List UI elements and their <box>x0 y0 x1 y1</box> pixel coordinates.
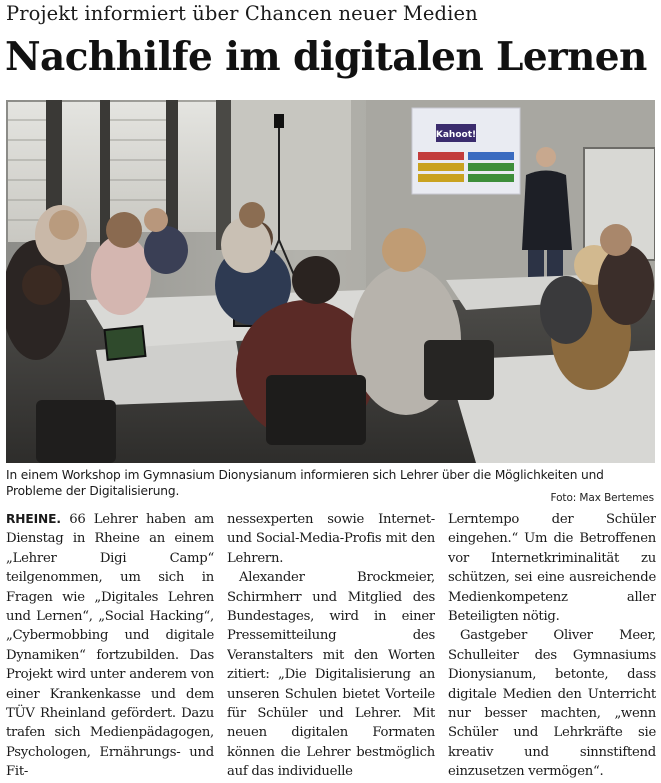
photo-credit: Foto: Max Bertemes <box>550 492 654 504</box>
body-paragraph <box>6 510 214 780</box>
body-paragraph: nessexperten sowie Internet- und Social-Media-Profis mit den Lehrern. <box>227 512 435 566</box>
body-paragraph: Alexander Brockmeier, Schirmherr und Mitglied des Bundestages, wird in einer Pressemitteilung des Veranstalters mit den Worten zitiert: „Die Digitalisierung an unseren Schulen bietet Vorteile für Schüler und Lehrer. Mit neuen digitalen Formaten können die Lehrer bestmöglich auf das individuelle <box>227 570 435 780</box>
body-column-2 <box>227 510 435 780</box>
photo-caption: In einem Workshop im Gymnasium Dionysianum informieren sich Lehrer über die Möglichkeiten und Probleme der Digitalisierung. <box>6 468 604 498</box>
article-photo <box>6 100 655 463</box>
dateline: RHEINE. <box>6 512 61 526</box>
body-paragraph: Gastgeber Oliver Meer, Schulleiter des Gymnasiums Dionysianum, betonte, dass digitale Medien den Unterricht nur besser machten, „wenn Schüler und Lehrkräfte sie kreativ und sinnstiftend einzusetzen vermögen“. <box>448 628 656 780</box>
body-column-3 <box>448 510 656 780</box>
body-paragraph: Lerntempo der Schüler eingehen.“ Um die Betroffenen vor Internetkriminalität zu schützen, sei eine ausreichende Medienkompetenz aller Beteiligten nötig. <box>448 512 656 625</box>
kicker: Projekt informiert über Chancen neuer Medien <box>6 2 478 25</box>
paragraph-text: 66 Lehrer haben am Dienstag in Rheine an einem „Lehrer Digi Camp“ teilgenommen, um sich in Fragen wie „Digitales Lehren und Lernen“, „Social Hacking“, „Cybermobbing und digitale Dynamiken“ fortzubilden. Das Projekt wird unter anderem von einer Krankenkasse und dem TÜV Rheinland gefördert. Dazu trafen sich Medienpädagogen, Psychologen, Ernährungs- und Fit- <box>6 512 214 780</box>
body-column-1 <box>6 510 214 780</box>
screen-logo-text: Kahoot! <box>435 130 477 140</box>
headline: Nachhilfe im digitalen Lernen <box>5 34 647 80</box>
classroom-workshop-photo <box>6 100 655 463</box>
